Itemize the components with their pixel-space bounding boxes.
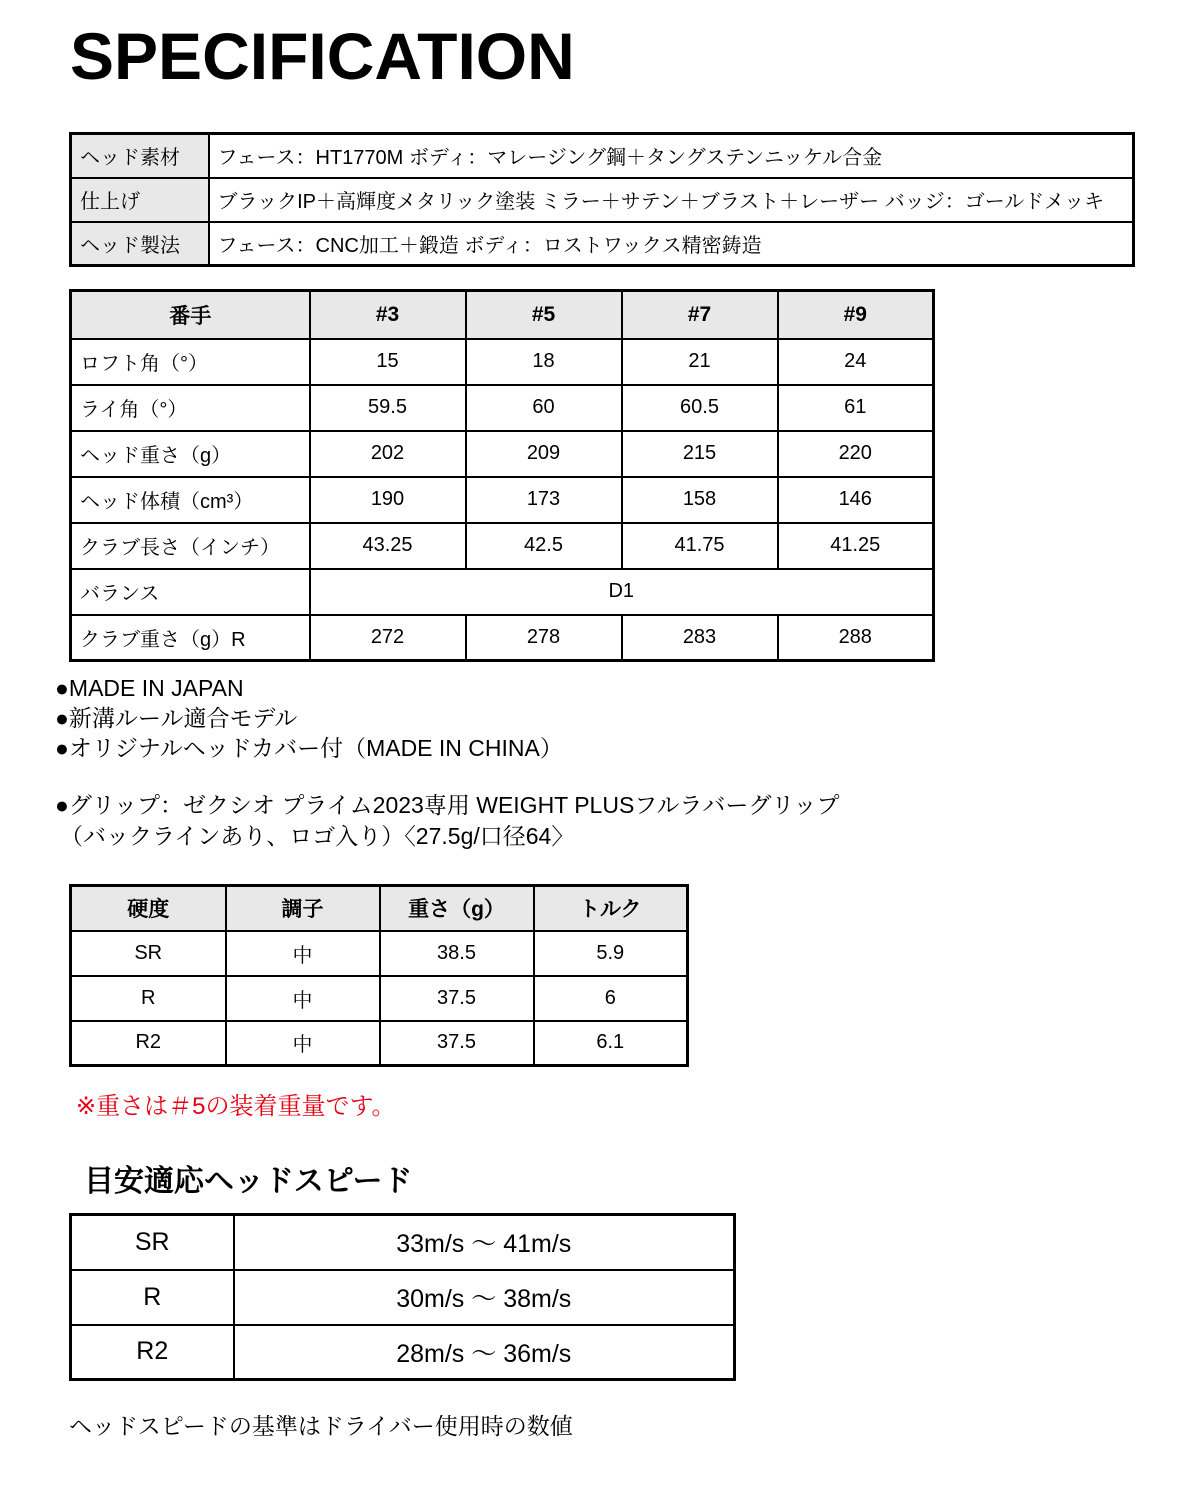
spec-value: 59.5 [310, 385, 466, 431]
grip-text: グリップ：ゼクシオ プライム2023専用 WEIGHT PLUSフルラバーグリップ [68, 792, 840, 818]
table-row-club-weight [71, 615, 934, 661]
bullet-icon: ● [55, 705, 69, 731]
table-row-club-length [71, 523, 934, 569]
row-label: クラブ重さ（g）R [71, 615, 310, 661]
bullet-icon: ● [55, 735, 69, 761]
finish-row-label: 仕上げ [71, 178, 209, 222]
construction-row-value: フェース：CNC加工＋鍛造 ボディ：ロストワックス精密鋳造 [209, 222, 1134, 266]
spec-value: 202 [310, 431, 466, 477]
table-row-sr [71, 1215, 735, 1270]
spec-value: 173 [466, 477, 622, 523]
spec-table [69, 289, 935, 662]
footer-note: ヘッドスピードの基準はドライバー使用時の数値 [69, 1413, 573, 1439]
bullet-icon: ● [55, 675, 69, 701]
row-label: クラブ長さ（インチ） [71, 523, 310, 569]
spec-value: 42.5 [466, 523, 622, 569]
spec-value: 158 [622, 477, 778, 523]
row-label: ロフト角（°） [71, 339, 310, 385]
shaft-value: 6.1 [534, 1021, 688, 1066]
table-row-balance [71, 569, 934, 615]
table-row-sr [71, 931, 688, 976]
column-header-9: #9 [778, 291, 934, 339]
row-label: ライ角（°） [71, 385, 310, 431]
row-label: ヘッド体積（cm³） [71, 477, 310, 523]
table-header-row [71, 291, 934, 339]
column-header-3: #3 [310, 291, 466, 339]
table-row [71, 178, 1134, 222]
bullet-icon: ● [55, 792, 69, 818]
table-row-head-volume [71, 477, 934, 523]
material-row-label: ヘッド素材 [71, 134, 209, 178]
bullet-notes [55, 673, 563, 763]
table-header-row [71, 886, 688, 931]
speed-range: 30m/s ～ 38m/s [234, 1270, 735, 1325]
spec-value: 272 [310, 615, 466, 661]
materials-table [69, 132, 1135, 267]
shaft-value: R2 [71, 1021, 226, 1066]
shaft-value: R [71, 976, 226, 1021]
flex-label: R [71, 1270, 234, 1325]
column-header-weight: 重さ（g） [380, 886, 534, 931]
table-row-r [71, 976, 688, 1021]
balance-merged-value: D1 [310, 569, 934, 615]
table-row-loft [71, 339, 934, 385]
column-header-5: #5 [466, 291, 622, 339]
column-header-kick: 調子 [226, 886, 380, 931]
speed-range: 28m/s ～ 36m/s [234, 1325, 735, 1380]
page-title: SPECIFICATION [70, 19, 575, 93]
spec-value: 21 [622, 339, 778, 385]
spec-value: 24 [778, 339, 934, 385]
headspeed-heading: 目安適応ヘッドスピード [84, 1165, 413, 1198]
note-groove-rule [55, 703, 563, 733]
speed-range: 33m/s ～ 41m/s [234, 1215, 735, 1270]
flex-label: R2 [71, 1325, 234, 1380]
spec-value: 15 [310, 339, 466, 385]
shaft-value: 中 [226, 931, 380, 976]
spec-value: 209 [466, 431, 622, 477]
finish-row-value: ブラックIP＋高輝度メタリック塗装 ミラー＋サテン＋ブラスト＋レーザー バッジ：ゴールドメッキ [209, 178, 1134, 222]
shaft-value: 38.5 [380, 931, 534, 976]
spec-value: 288 [778, 615, 934, 661]
row-label: ヘッド重さ（g） [71, 431, 310, 477]
table-row-lie [71, 385, 934, 431]
note-headcover [55, 733, 563, 763]
note-made-in-japan [55, 673, 563, 703]
spec-value: 18 [466, 339, 622, 385]
spec-value: 278 [466, 615, 622, 661]
note-text: オリジナルヘッドカバー付（MADE IN CHINA） [68, 735, 563, 761]
column-header-7: #7 [622, 291, 778, 339]
shaft-value: 5.9 [534, 931, 688, 976]
table-row-r2 [71, 1325, 735, 1380]
column-header-number: 番手 [71, 291, 310, 339]
shaft-value: 6 [534, 976, 688, 1021]
spec-value: 60.5 [622, 385, 778, 431]
spec-value: 283 [622, 615, 778, 661]
shaft-value: 37.5 [380, 976, 534, 1021]
spec-value: 190 [310, 477, 466, 523]
flex-label: SR [71, 1215, 234, 1270]
grip-note [55, 790, 839, 852]
table-row [71, 134, 1134, 178]
shaft-value: 中 [226, 1021, 380, 1066]
spec-value: 60 [466, 385, 622, 431]
material-row-value: フェース：HT1770M ボディ：マレージング鋼＋タングステンニッケル合金 [209, 134, 1134, 178]
spec-value: 41.75 [622, 523, 778, 569]
shaft-value: SR [71, 931, 226, 976]
spec-value: 146 [778, 477, 934, 523]
spec-value: 215 [622, 431, 778, 477]
spec-value: 41.25 [778, 523, 934, 569]
table-row-r [71, 1270, 735, 1325]
note-text: 新溝ルール適合モデル [68, 705, 298, 731]
spec-value: 61 [778, 385, 934, 431]
table-row [71, 222, 1134, 266]
spec-value: 220 [778, 431, 934, 477]
note-text: MADE IN JAPAN [68, 675, 244, 701]
construction-row-label: ヘッド製法 [71, 222, 209, 266]
column-header-torque: トルク [534, 886, 688, 931]
weight-note: ※重さは＃5の装着重量です。 [76, 1093, 396, 1120]
row-label: バランス [71, 569, 310, 615]
column-header-flex: 硬度 [71, 886, 226, 931]
shaft-table [69, 884, 689, 1067]
spec-value: 43.25 [310, 523, 466, 569]
shaft-value: 37.5 [380, 1021, 534, 1066]
table-row-r2 [71, 1021, 688, 1066]
headspeed-table [69, 1213, 736, 1381]
grip-note-line2: （バックラインあり、ロゴ入り）〈27.5g/口径64〉 [60, 823, 575, 849]
shaft-value: 中 [226, 976, 380, 1021]
grip-note-line1 [55, 790, 839, 821]
table-row-head-weight [71, 431, 934, 477]
